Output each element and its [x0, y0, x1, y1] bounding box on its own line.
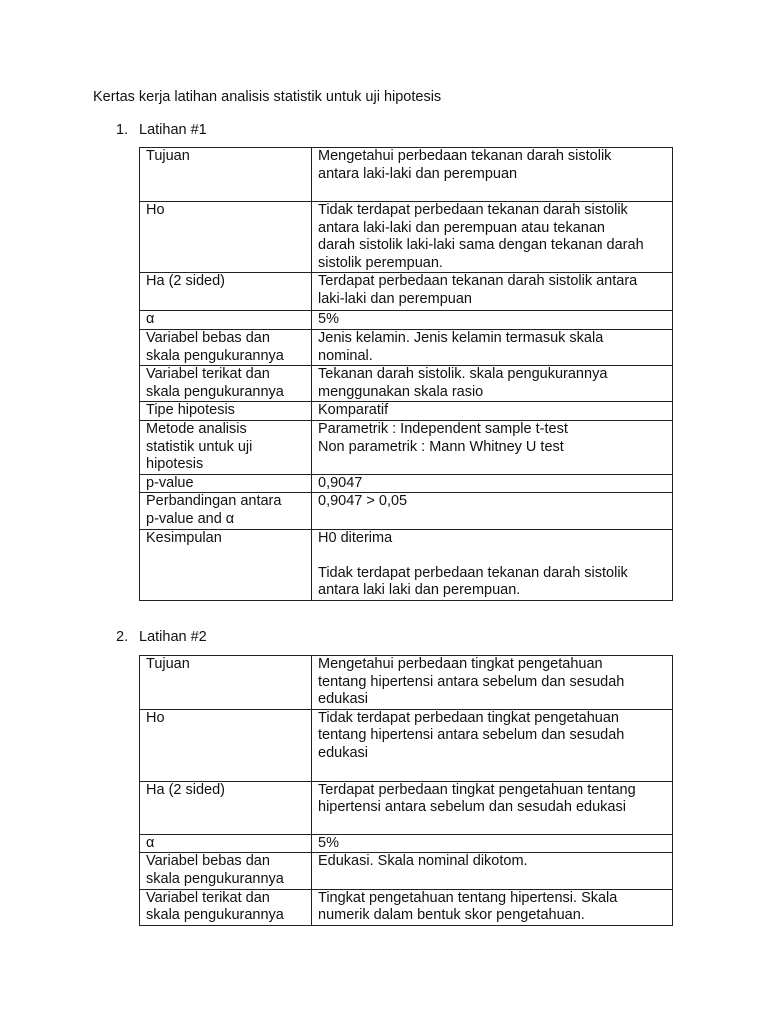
row-label: Perbandingan antara p-value and α — [140, 493, 312, 529]
row-value: Tidak terdapat perbedaan tekanan darah sistolik antara laki-laki dan perempuan atau tekanan darah sistolik laki-laki sama dengan tekanan darah sistolik perempuan. — [312, 202, 673, 273]
row-value: Terdapat perbedaan tekanan darah sistolik antara laki-laki dan perempuan — [312, 273, 673, 311]
table-row — [140, 889, 673, 925]
table-row — [140, 366, 673, 402]
row-label: Variabel terikat dan skala pengukurannya — [140, 366, 312, 402]
row-value: 0,9047 > 0,05 — [312, 493, 673, 529]
table-row — [140, 656, 673, 710]
table-row — [140, 529, 673, 600]
hypothesis-table-latihan-2 — [139, 655, 673, 926]
table-row — [140, 202, 673, 273]
table-row — [140, 148, 673, 202]
row-label: Tujuan — [140, 148, 312, 202]
row-value: 0,9047 — [312, 474, 673, 493]
row-label: Tujuan — [140, 656, 312, 710]
row-value: H0 diterima Tidak terdapat perbedaan tekanan darah sistolik antara laki laki dan perempuan. — [312, 529, 673, 600]
row-value: Edukasi. Skala nominal dikotom. — [312, 853, 673, 889]
section-heading-text: Latihan #1 — [139, 122, 207, 138]
row-label: Kesimpulan — [140, 529, 312, 600]
row-value: Tekanan darah sistolik. skala pengukurannya menggunakan skala rasio — [312, 366, 673, 402]
row-label: Ho — [140, 709, 312, 781]
row-value: Mengetahui perbedaan tingkat pengetahuan tentang hipertensi antara sebelum dan sesudah edukasi — [312, 656, 673, 710]
row-value: Jenis kelamin. Jenis kelamin termasuk skala nominal. — [312, 329, 673, 365]
page-title: Kertas kerja latihan analisis statistik untuk uji hipotesis — [93, 89, 442, 105]
table-row — [140, 853, 673, 889]
list-number: 2. — [116, 629, 129, 645]
row-value: Parametrik : Independent sample t-test Non parametrik : Mann Whitney U test — [312, 420, 673, 474]
row-label: α — [140, 834, 312, 853]
row-label: p-value — [140, 474, 312, 493]
row-value: 5% — [312, 311, 673, 330]
row-label: Variabel terikat dan skala pengukurannya — [140, 889, 312, 925]
table-row — [140, 311, 673, 330]
row-value: Tingkat pengetahuan tentang hipertensi. Skala numerik dalam bentuk skor pengetahuan. — [312, 889, 673, 925]
row-label: Tipe hipotesis — [140, 402, 312, 421]
section-heading-text: Latihan #2 — [139, 629, 207, 645]
table-row — [140, 420, 673, 474]
hypothesis-table-latihan-1 — [139, 147, 673, 601]
section-heading-latihan-2 — [116, 628, 207, 646]
row-label: Ha (2 sided) — [140, 273, 312, 311]
section-heading-latihan-1 — [116, 121, 207, 139]
row-label: Variabel bebas dan skala pengukurannya — [140, 853, 312, 889]
row-value: Tidak terdapat perbedaan tingkat pengetahuan tentang hipertensi antara sebelum dan sesudah edukasi — [312, 709, 673, 781]
row-label: Metode analisis statistik untuk uji hipotesis — [140, 420, 312, 474]
row-label: Ho — [140, 202, 312, 273]
table-row — [140, 781, 673, 834]
row-value: Terdapat perbedaan tingkat pengetahuan tentang hipertensi antara sebelum dan sesudah edukasi — [312, 781, 673, 834]
row-value: Komparatif — [312, 402, 673, 421]
list-number: 1. — [116, 122, 129, 138]
table-row — [140, 402, 673, 421]
row-label: Ha (2 sided) — [140, 781, 312, 834]
table-row — [140, 273, 673, 311]
row-value: Mengetahui perbedaan tekanan darah sistolik antara laki-laki dan perempuan — [312, 148, 673, 202]
table-row — [140, 493, 673, 529]
table-row — [140, 329, 673, 365]
row-label: Variabel bebas dan skala pengukurannya — [140, 329, 312, 365]
table-row — [140, 709, 673, 781]
table-row — [140, 474, 673, 493]
table-row — [140, 834, 673, 853]
row-value: 5% — [312, 834, 673, 853]
row-label: α — [140, 311, 312, 330]
